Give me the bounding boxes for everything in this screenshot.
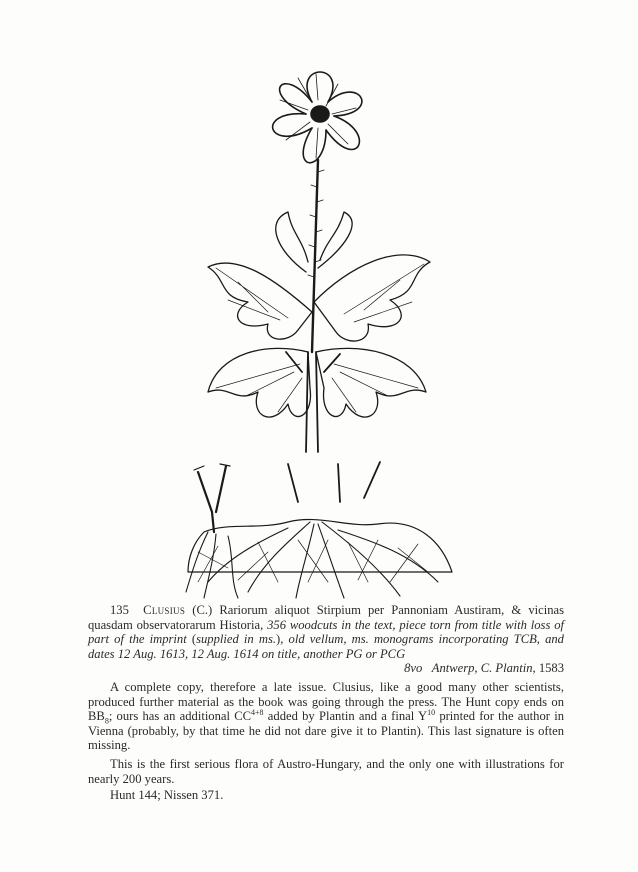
note-text-3: added by Plantin and a final Y [263, 709, 428, 724]
note-text-4: printed for the author in Vienna (probably, by that time he did not dare give it to Plantin). This last signature is often missing. [88, 709, 564, 753]
catalogue-entry [88, 603, 564, 803]
entry-supplied-note: supplied in ms. [196, 632, 277, 647]
signature-sup-2: 10 [427, 707, 436, 717]
entry-description-2: old vellum, ms. monograms incorporating TCB, and dates 12 Aug. 1613, 12 Aug. 1614 on title, another PG or PCG [88, 632, 564, 661]
entry-title: Rariorum aliquot Stirpium per Pannoniam Austiram, & vicinas quasdam observatorarum Historia, [88, 603, 565, 632]
supplied-paren-close: ), [276, 632, 284, 647]
signature-sub: 8 [104, 716, 109, 726]
entry-imprint-place: Antwerp, C. Plantin, [431, 661, 536, 676]
signature-sup-1: 4+8 [251, 707, 264, 717]
plant-woodcut-illustration [168, 52, 468, 600]
note-text-1: A complete copy, therefore a late issue. Clusius, like a good many other scientists, produced further material as the book was going through the press. The Hunt copy ends on BB [88, 679, 564, 724]
entry-imprint [88, 661, 564, 676]
leaf-cluster [208, 212, 430, 417]
entry-description-1: 356 woodcuts in the text, piece torn from title with loss of part of the imprint [88, 617, 564, 647]
supplied-paren-open: ( [191, 632, 197, 647]
note-text-2: ; ours has an additional CC [108, 709, 252, 724]
note-paragraph-1 [88, 680, 564, 753]
entry-author-initial: (C.) [192, 603, 213, 617]
entry-number: 135 [110, 603, 129, 617]
entry-heading [88, 603, 564, 661]
entry-year: 1583 [538, 661, 564, 676]
references: Hunt 144; Nissen 371. [110, 788, 224, 803]
rootstock [188, 519, 452, 572]
note-paragraph-2: This is the first serious flora of Austro-Hungary, and the only one with illustrations for nearly 200 years. [88, 756, 564, 786]
entry-format: 8vo [404, 661, 423, 676]
entry-author: Clusius [143, 603, 186, 617]
flower-stem [312, 160, 318, 352]
flower-head [273, 72, 362, 163]
